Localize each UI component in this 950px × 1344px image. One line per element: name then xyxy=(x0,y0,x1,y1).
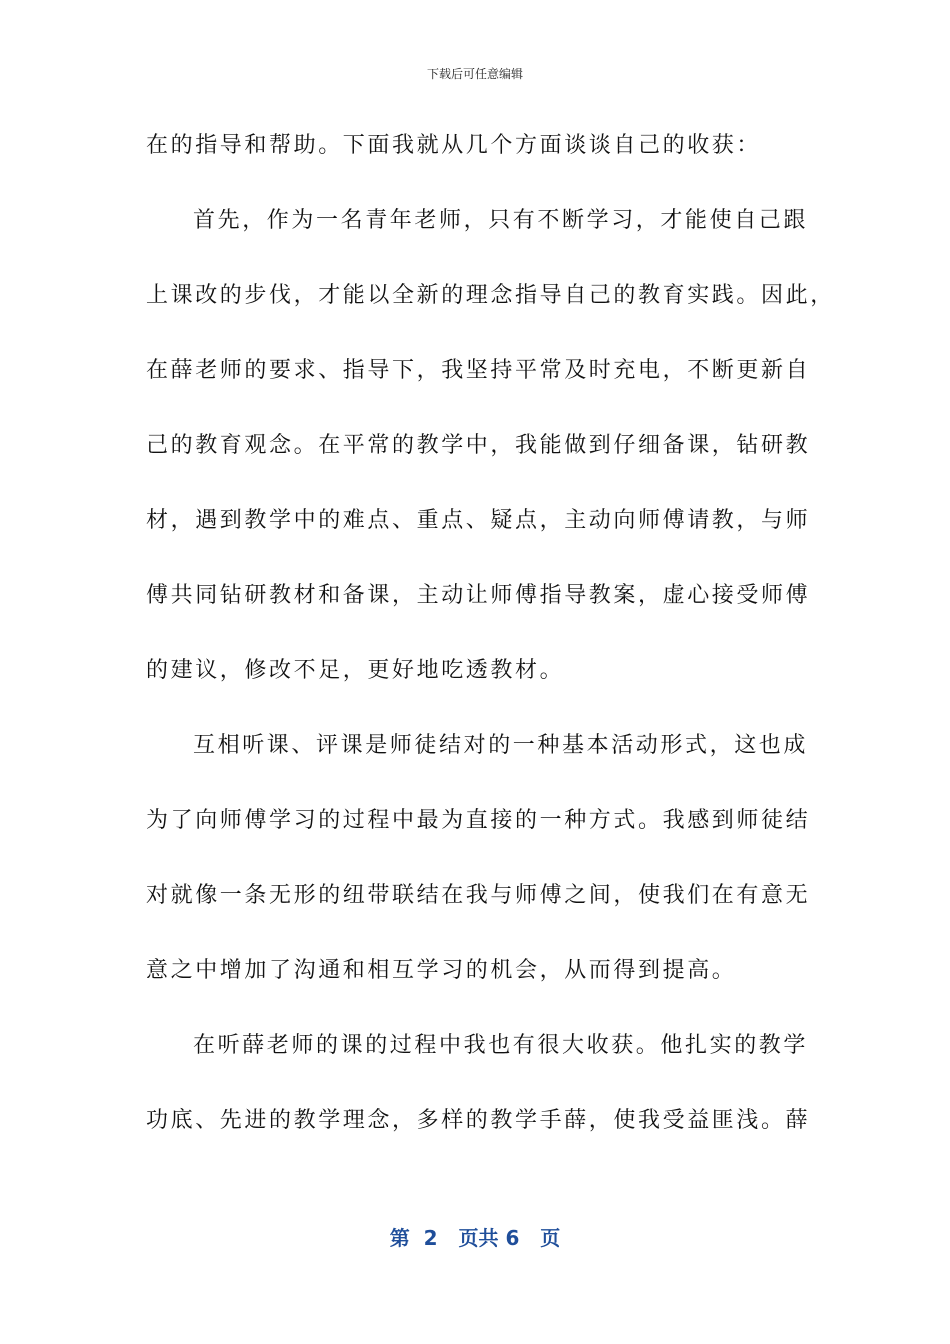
text-line: 为了向师傅学习的过程中最为直接的一种方式。我感到师徒结 xyxy=(146,808,811,833)
footer-suffix: 页 xyxy=(540,1226,561,1250)
text-line: 在听薛老师的课的过程中我也有很大收获。他扎实的教学 xyxy=(193,1033,809,1058)
text-line: 对就像一条无形的纽带联结在我与师傅之间，使我们在有意无 xyxy=(146,883,811,908)
document-body xyxy=(146,128,835,1178)
text-line: 首先，作为一名青年老师，只有不断学习，才能使自己跟 xyxy=(193,208,809,233)
text-line: 上课改的步伐，才能以全新的理念指导自己的教育实践。因此， xyxy=(146,283,835,308)
text-line: 己的教育观念。在平常的教学中，我能做到仔细备课，钻研教 xyxy=(146,433,811,458)
footer-current-page: 2 xyxy=(423,1226,438,1250)
page-header-note: 下载后可任意编辑 xyxy=(426,67,523,81)
text-line: 意之中增加了沟通和相互学习的机会，从而得到提高。 xyxy=(146,958,737,983)
footer-total-pages: 6 xyxy=(505,1226,520,1250)
text-line: 在薛老师的要求、指导下，我坚持平常及时充电，不断更新自 xyxy=(146,358,811,383)
page-footer xyxy=(0,1224,950,1252)
footer-middle: 页共 xyxy=(458,1226,499,1250)
text-line: 材，遇到教学中的难点、重点、疑点，主动向师傅请教，与师 xyxy=(146,508,811,533)
footer-prefix: 第 xyxy=(389,1226,410,1250)
text-line: 在的指导和帮助。下面我就从几个方面谈谈自己的收获： xyxy=(146,133,762,158)
text-line: 互相听课、评课是师徒结对的一种基本活动形式，这也成 xyxy=(193,733,809,758)
text-line: 傅共同钻研教材和备课，主动让师傅指导教案，虚心接受师傅 xyxy=(146,583,811,608)
text-line: 功底、先进的教学理念，多样的教学手薛，使我受益匪浅。薛 xyxy=(146,1108,811,1133)
text-line: 的建议，修改不足，更好地吃透教材。 xyxy=(146,658,565,683)
